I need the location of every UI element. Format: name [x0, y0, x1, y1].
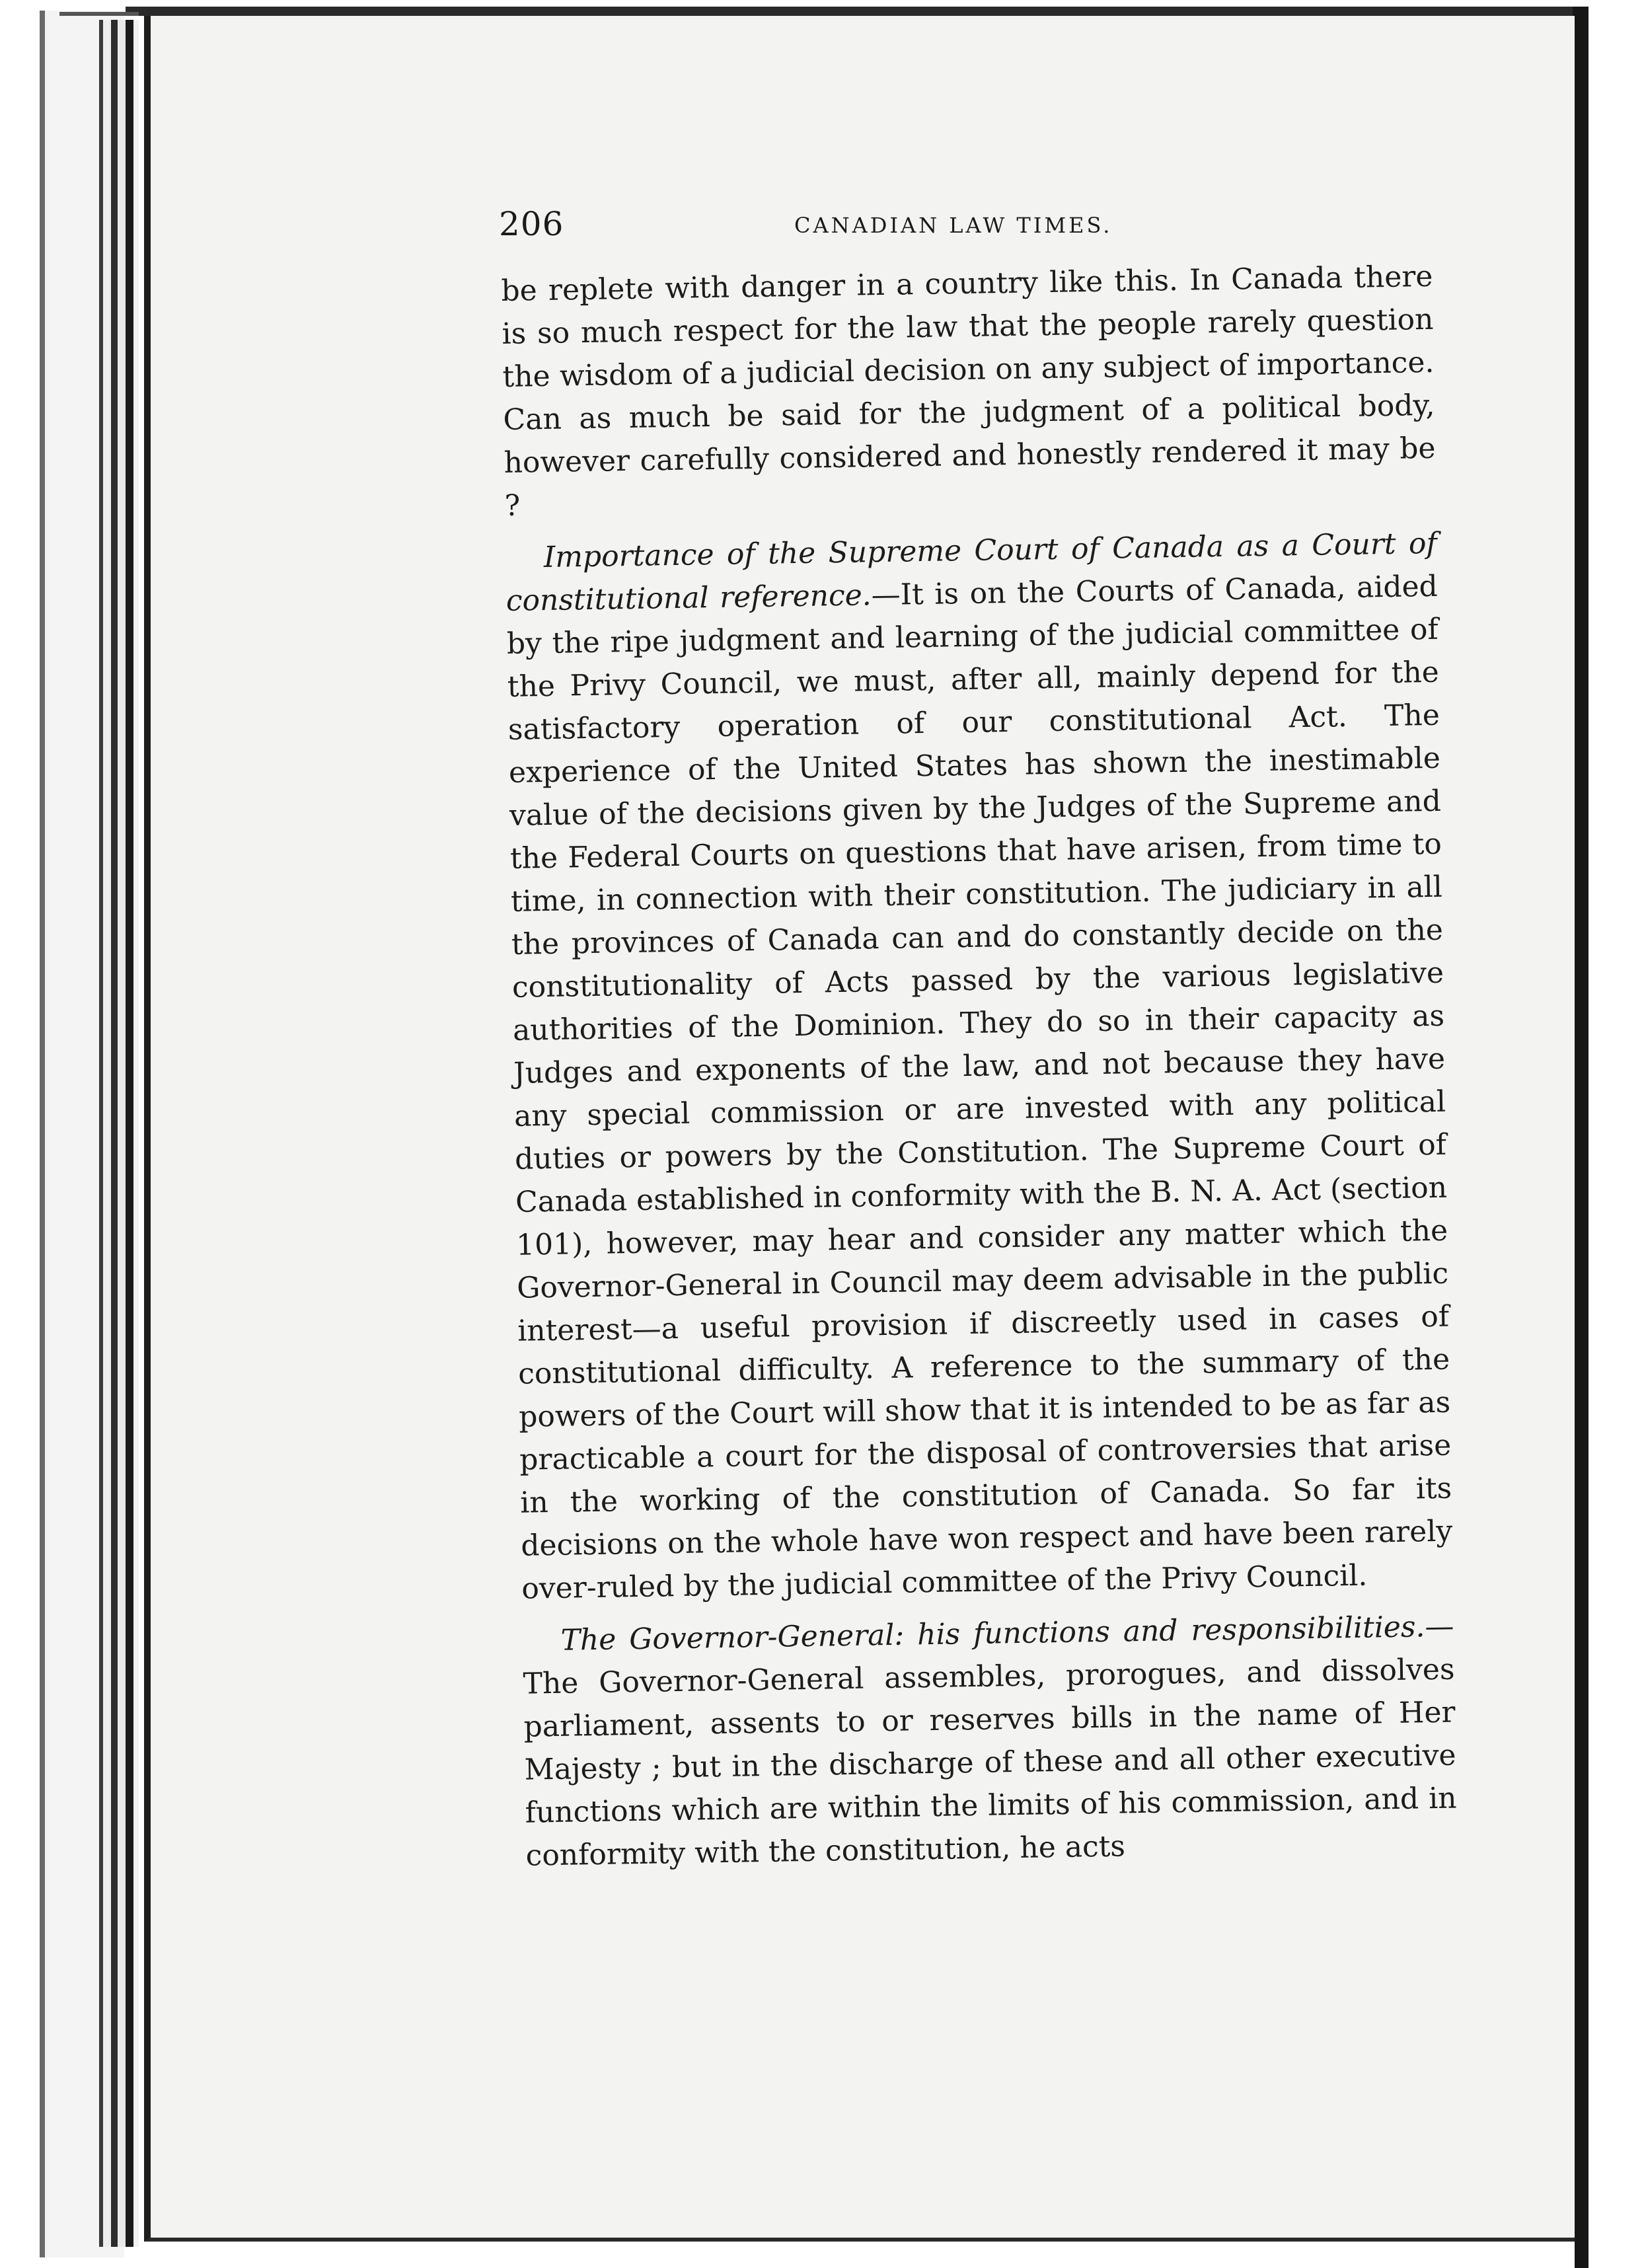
page-number: 206	[499, 205, 564, 243]
paragraph-1: be replete with danger in a country like this. In Canada there is so much respect for the law that the people rarely question the wisdom of a judicial decision on any subject of importance. Can as much be said for the judgment of a political body, however carefully considered and honestly rendered it may be ?	[501, 259, 1436, 523]
bottom-margin	[144, 2242, 1575, 2268]
section-heading-supreme-court: Importance of the Supreme Court of Canada as a Court of constitutional reference.	[505, 526, 1438, 618]
body-text	[501, 255, 1458, 1877]
running-head	[499, 205, 1437, 251]
paragraph-2	[505, 522, 1453, 1610]
page-stack-edge	[99, 20, 139, 2247]
paragraph-3-text: —The Governor-General assembles, prorogues, and dissolves parliament, assents to or reserves bills in the name of Her Majesty ; but in the discharge of these and all other executive functions which are within the limits of his commission, and in conformity with the constitution, he acts	[523, 1609, 1457, 1873]
paragraph-2-text: —It is on the Courts of Canada, aided by the ripe judgment and learning of the judicial committee of the Privy Council, we must, after all, mainly depend for the satisfactory operation of our constitutional Act. The experience of the United States has shown the inestimable value of the decisions given by the Judges of the Supreme and the Federal Courts on questions that have arisen, from time to time, in connection with their constitution. The judiciary in all the provinces of Canada can and do constantly decide on the constitutionality of Acts passed by the various legislative authorities of the Dominion. They do so in their capacity as Judges and exponents of the law, and not because they have any special commission or are invested with any political duties or powers by the Constitution. The Supreme Court of Canada established in conformity with the B. N. A. Act (section 101), however, may hear and consider any matter which the Governor-General in Council may deem advisable in the public interest—a useful provision if discreetly used in cases of constitutional difficulty. A reference to the summary of the powers of the Court will show that it is intended to be as far as practicable a court for the disposal of controversies that arise in the working of the constitution of Canada. So far its decisions on the whole have won respect and have been rarely over-ruled by the judicial committee of the Privy Council.	[506, 569, 1453, 1606]
right-edge	[1573, 7, 1588, 2268]
section-heading-governor-general: The Governor-General: his functions and responsibilities.	[560, 1610, 1425, 1657]
right-margin	[1588, 0, 1644, 2268]
running-title: CANADIAN LAW TIMES.	[794, 213, 1113, 238]
top-edge-thin	[59, 12, 139, 16]
top-edge	[126, 7, 1579, 16]
paragraph-3	[522, 1605, 1458, 1877]
